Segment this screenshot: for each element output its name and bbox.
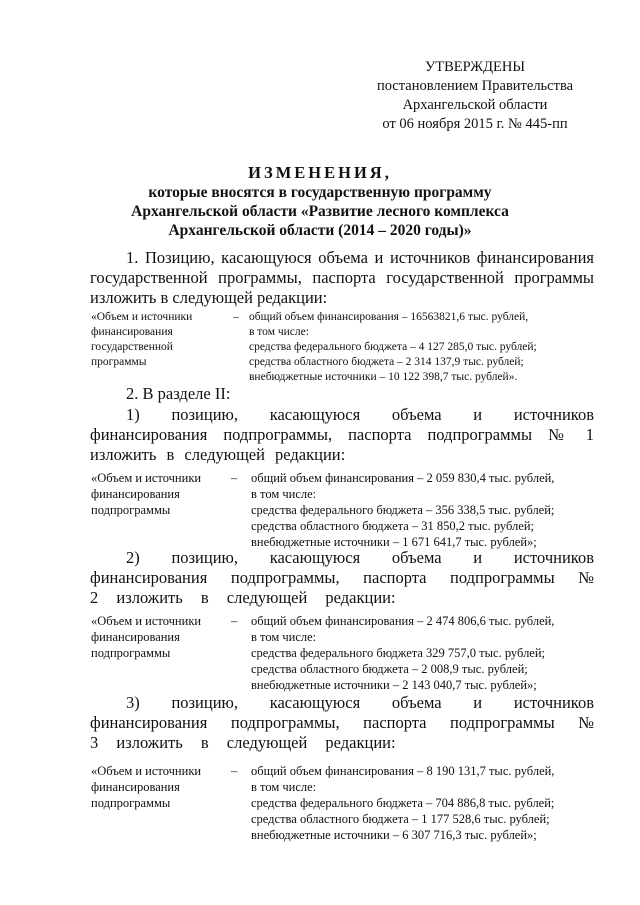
financing-line: в том числе: xyxy=(251,487,317,501)
section-2-item-2-paragraph: 2) позицию, касающуюся объема и источников финансирования подпрограммы, паспорта подпрограммы № 2 изложить в следующей редакции: xyxy=(90,548,594,607)
section-1-paragraph: 1. Позицию, касающуюся объема и источников финансирования государственной программы, паспорта государственной программы изложить в следующей редакции: xyxy=(90,248,594,307)
title-main: ИЗМЕНЕНИЯ, xyxy=(248,163,392,182)
section-2-item-1-paragraph: 1) позицию, касающуюся объема и источников финансирования подпрограммы, паспорта подпрограммы № 1 изложить в следующей редакции: xyxy=(90,405,594,464)
financing-line: средства областного бюджета – 2 314 137,9 тыс. рублей; xyxy=(249,356,524,368)
section-2-item-3-paragraph: 3) позицию, касающуюся объема и источников финансирования подпрограммы, паспорта подпрограммы № 3 изложить в следующей редакции: xyxy=(90,693,594,752)
financing-line: в том числе: xyxy=(249,326,309,338)
approval-stamp xyxy=(360,58,590,134)
financing-line: средства областного бюджета – 1 177 528,6 тыс. рублей; xyxy=(251,812,550,826)
financing-line: в том числе: xyxy=(251,780,317,794)
financing-label: «Объем и источники финансирования подпрограммы xyxy=(91,764,202,810)
title-sub-2: Архангельской области «Развитие лесного комплекса xyxy=(131,203,509,220)
financing-label: «Объем и источники финансирования подпрограммы xyxy=(91,614,202,660)
financing-line: средства федерального бюджета 329 757,0 тыс. рублей; xyxy=(251,646,546,660)
approval-line-3: Архангельской области xyxy=(402,97,548,113)
approval-line-2: постановлением Правительства xyxy=(376,78,574,94)
section-2-heading: 2. В разделе II: xyxy=(126,384,231,403)
financing-line: общий объем финансирования – 2 474 806,6 тыс. рублей, xyxy=(251,614,555,628)
financing-lines xyxy=(251,470,591,550)
financing-line: средства областного бюджета – 2 008,9 тыс. рублей; xyxy=(251,662,528,676)
financing-dash: – xyxy=(231,764,238,778)
financing-lines xyxy=(251,613,591,693)
approval-line-4: от 06 ноября 2015 г. № 445-пп xyxy=(382,116,568,132)
financing-line: средства федерального бюджета – 4 127 285,0 тыс. рублей; xyxy=(249,341,537,353)
financing-label: «Объем и источники финансирования государственной программы xyxy=(91,311,193,368)
financing-line: внебюджетные источники – 1 671 641,7 тыс. рублей»; xyxy=(251,535,537,549)
financing-dash: – xyxy=(231,471,238,485)
document-title xyxy=(90,162,550,240)
financing-dash: – xyxy=(231,614,238,628)
financing-label: «Объем и источники финансирования подпрограммы xyxy=(91,471,202,517)
financing-line: средства федерального бюджета – 704 886,8 тыс. рублей; xyxy=(251,796,555,810)
financing-line: средства областного бюджета – 31 850,2 тыс. рублей; xyxy=(251,519,534,533)
financing-line: общий объем финансирования – 2 059 830,4 тыс. рублей, xyxy=(251,471,555,485)
financing-line: внебюджетные источники – 6 307 716,3 тыс. рублей»; xyxy=(251,828,537,842)
financing-line: средства федерального бюджета – 356 338,5 тыс. рублей; xyxy=(251,503,555,517)
financing-line: в том числе: xyxy=(251,630,317,644)
financing-lines xyxy=(251,763,591,843)
financing-line: внебюджетные источники – 2 143 040,7 тыс. рублей»; xyxy=(251,678,537,692)
approval-line-1: УТВЕРЖДЕНЫ xyxy=(424,59,526,75)
financing-line: общий объем финансирования – 8 190 131,7 тыс. рублей, xyxy=(251,764,555,778)
financing-line: внебюджетные источники – 10 122 398,7 тыс. рублей». xyxy=(249,371,518,383)
title-sub-1: которые вносятся в государственную программу xyxy=(148,184,492,201)
financing-lines xyxy=(249,310,589,385)
financing-line: общий объем финансирования – 16563821,6 тыс. рублей, xyxy=(249,311,529,323)
financing-dash: – xyxy=(233,311,239,323)
title-sub-3: Архангельской области (2014 – 2020 годы)» xyxy=(168,222,472,239)
